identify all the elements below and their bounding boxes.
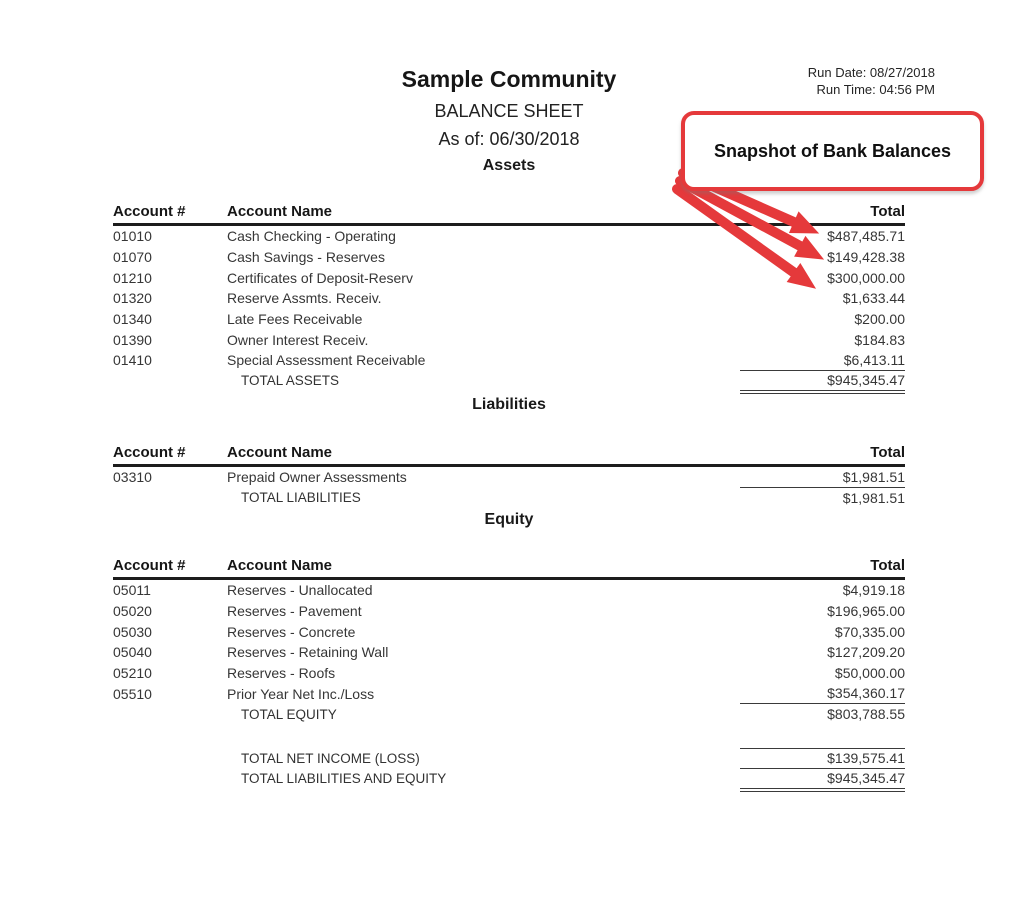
table-row bbox=[113, 663, 905, 684]
account-total: $354,360.17 bbox=[740, 683, 905, 704]
account-name: Prepaid Owner Assessments bbox=[227, 469, 407, 486]
column-header-account-number: Account # bbox=[113, 557, 186, 574]
account-number: 05011 bbox=[113, 582, 151, 599]
column-header-total: Total bbox=[870, 203, 905, 220]
callout-label: Snapshot of Bank Balances bbox=[713, 140, 952, 161]
account-total: $70,335.00 bbox=[834, 623, 905, 640]
as-of-date: As of: 06/30/2018 bbox=[438, 129, 580, 149]
table-row bbox=[113, 621, 905, 642]
account-number: 05210 bbox=[113, 664, 152, 681]
account-number: 01390 bbox=[113, 331, 152, 348]
account-name: Certificates of Deposit-Reserv bbox=[227, 269, 413, 286]
account-name: Reserve Assmts. Receiv. bbox=[227, 290, 382, 307]
account-total: $50,000.00 bbox=[834, 664, 905, 681]
total-amount: $139,575.41 bbox=[740, 748, 905, 769]
account-total: $200.00 bbox=[854, 310, 905, 327]
account-number: 05030 bbox=[113, 623, 152, 640]
account-number: 01340 bbox=[113, 310, 152, 327]
account-number: 05510 bbox=[113, 685, 152, 702]
column-header-account-number: Account # bbox=[113, 444, 186, 461]
account-total: $196,965.00 bbox=[827, 602, 905, 619]
equity-table bbox=[113, 557, 905, 725]
account-name: Cash Savings - Reserves bbox=[227, 248, 385, 265]
account-total: $127,209.20 bbox=[827, 644, 905, 661]
account-number: 01070 bbox=[113, 248, 152, 265]
total-row bbox=[113, 704, 905, 725]
account-total: $184.83 bbox=[854, 331, 905, 348]
account-name: Reserves - Concrete bbox=[227, 623, 356, 640]
total-amount: $945,345.47 bbox=[740, 371, 905, 392]
total-amount: $803,788.55 bbox=[827, 706, 905, 723]
table-header-row bbox=[113, 444, 905, 467]
table-row bbox=[113, 329, 905, 350]
account-total: $6,413.11 bbox=[740, 350, 905, 371]
account-name: Reserves - Unallocated bbox=[227, 582, 373, 599]
account-total: $149,428.38 bbox=[827, 248, 905, 265]
account-total: $1,981.51 bbox=[740, 467, 905, 488]
account-total: $487,485.71 bbox=[827, 228, 905, 245]
total-label: TOTAL LIABILITIES bbox=[241, 490, 361, 506]
account-name: Owner Interest Receiv. bbox=[227, 331, 369, 348]
column-header-account-name: Account Name bbox=[227, 444, 333, 461]
summary-block bbox=[113, 748, 905, 789]
report-name: BALANCE SHEET bbox=[434, 101, 584, 121]
run-time: Run Time: 04:56 PM bbox=[816, 82, 935, 97]
total-amount: $945,345.47 bbox=[740, 769, 905, 790]
column-header-total: Total bbox=[870, 444, 905, 461]
column-header-account-name: Account Name bbox=[227, 203, 333, 220]
run-date: Run Date: 08/27/2018 bbox=[807, 65, 935, 80]
account-name: Late Fees Receivable bbox=[227, 310, 363, 327]
table-row bbox=[113, 642, 905, 663]
account-name: Reserves - Pavement bbox=[227, 602, 362, 619]
account-total: $4,919.18 bbox=[842, 582, 905, 599]
account-number: 05040 bbox=[113, 644, 152, 661]
column-header-account-name: Account Name bbox=[227, 557, 333, 574]
table-header-row bbox=[113, 557, 905, 580]
section-heading-assets: Assets bbox=[482, 157, 536, 174]
annotation-callout bbox=[681, 111, 984, 191]
account-total: $1,633.44 bbox=[842, 290, 905, 307]
table-row bbox=[113, 309, 905, 330]
table-row bbox=[113, 467, 905, 488]
section-heading-liabilities: Liabilities bbox=[472, 396, 546, 413]
table-row bbox=[113, 580, 905, 601]
column-header-total: Total bbox=[870, 557, 905, 574]
account-name: Reserves - Roofs bbox=[227, 664, 336, 681]
column-header-account-number: Account # bbox=[113, 203, 186, 220]
total-row bbox=[113, 371, 905, 392]
account-name: Prior Year Net Inc./Loss bbox=[227, 685, 375, 702]
account-total: $300,000.00 bbox=[827, 269, 905, 286]
total-label: TOTAL EQUITY bbox=[241, 706, 337, 722]
table-row bbox=[113, 601, 905, 622]
account-number: 01010 bbox=[113, 228, 152, 245]
total-amount: $1,981.51 bbox=[842, 489, 905, 506]
page-title: Sample Community bbox=[401, 66, 617, 92]
net-income-row bbox=[113, 748, 905, 769]
account-number: 05020 bbox=[113, 602, 152, 619]
total-label: TOTAL NET INCOME (LOSS) bbox=[241, 750, 420, 766]
account-number: 03310 bbox=[113, 469, 152, 486]
liabilities-and-equity-row bbox=[113, 769, 905, 790]
account-name: Reserves - Retaining Wall bbox=[227, 644, 389, 661]
account-number: 01320 bbox=[113, 290, 152, 307]
total-row bbox=[113, 488, 905, 509]
section-heading-equity: Equity bbox=[484, 511, 534, 528]
liabilities-table bbox=[113, 444, 905, 508]
total-label: TOTAL ASSETS bbox=[241, 373, 340, 389]
account-number: 01210 bbox=[113, 269, 152, 286]
table-row bbox=[113, 683, 905, 704]
table-row bbox=[113, 350, 905, 371]
account-name: Special Assessment Receivable bbox=[227, 352, 426, 369]
account-name: Cash Checking - Operating bbox=[227, 228, 396, 245]
arrowhead-icon bbox=[790, 212, 818, 233]
account-number: 01410 bbox=[113, 352, 152, 369]
total-label: TOTAL LIABILITIES AND EQUITY bbox=[241, 771, 447, 787]
